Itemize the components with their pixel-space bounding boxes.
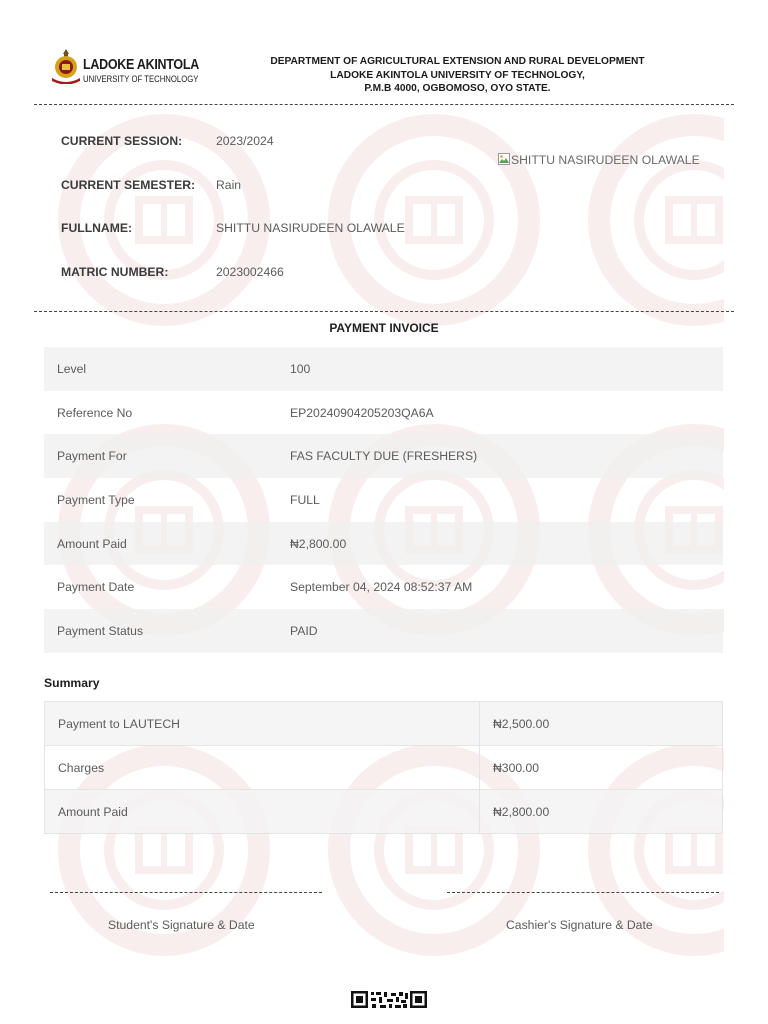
session-label: CURRENT SESSION: [61, 134, 183, 148]
payment-date-label: Payment Date [57, 580, 135, 595]
university-name: LADOKE AKINTOLA UNIVERSITY OF TECHNOLOGY, [330, 69, 585, 81]
summary-amount-label: Amount Paid [45, 790, 480, 834]
logo-name: LADOKE AKINTOLA [83, 57, 199, 73]
payment-for-label: Payment For [44, 434, 290, 478]
department-name: DEPARTMENT OF AGRICULTURAL EXTENSION AND RURAL DEVELOPMENT [270, 56, 645, 67]
charges-label: Charges [45, 746, 480, 790]
level-label: Level [44, 347, 290, 391]
university-address: P.M.B 4000, OGBOMOSO, OYO STATE. [364, 83, 551, 94]
payment-for-value: FAS FACULTY DUE (FRESHERS) [290, 434, 723, 478]
table-row [44, 347, 723, 391]
table-row [44, 522, 723, 566]
header-divider [34, 104, 734, 105]
reference-label: Reference No [57, 405, 133, 420]
student-signature-label: Student's Signature & Date [108, 918, 255, 932]
table-row [44, 434, 723, 478]
amount-paid-value: ₦2,800.00 [290, 522, 723, 566]
table-row [45, 702, 723, 746]
charges-value: ₦300.00 [480, 746, 723, 790]
reference-value: EP20240904205203QA6A [290, 405, 434, 420]
university-logo [50, 46, 200, 92]
fullname-label: FULLNAME: [61, 221, 133, 235]
level-value: 100 [290, 347, 723, 391]
summary-title: Summary [44, 676, 100, 690]
summary-table [44, 701, 723, 834]
university-crest-icon [50, 48, 82, 84]
payment-status-value: PAID [290, 609, 723, 653]
matric-value: 2023002466 [216, 265, 284, 279]
table-row [44, 391, 723, 435]
payment-type-value: FULL [290, 492, 320, 507]
table-row [44, 609, 723, 653]
department-header [250, 55, 665, 96]
summary-amount-value: ₦2,800.00 [480, 790, 723, 834]
payment-date-value: September 04, 2024 08:52:37 AM [290, 580, 473, 595]
logo-subtitle: UNIVERSITY OF TECHNOLOGY [83, 74, 199, 84]
cashier-signature-label: Cashier's Signature & Date [506, 918, 653, 932]
student-signature-line [50, 892, 322, 893]
payment-status-label: Payment Status [44, 609, 290, 653]
payment-type-label: Payment Type [57, 492, 135, 507]
fullname-value: SHITTU NASIRUDEEN OLAWALE [216, 221, 405, 235]
broken-image-icon [498, 153, 510, 165]
invoice-title: PAYMENT INVOICE [329, 321, 439, 335]
student-photo [498, 153, 700, 167]
session-value: 2023/2024 [216, 134, 274, 148]
semester-value: Rain [216, 178, 242, 192]
info-divider [34, 311, 734, 312]
student-photo-alt: SHITTU NASIRUDEEN OLAWALE [511, 153, 700, 167]
invoice-table [44, 347, 723, 653]
amount-paid-label: Amount Paid [44, 522, 290, 566]
matric-label: MATRIC NUMBER: [61, 265, 169, 279]
table-row [44, 565, 723, 609]
lautech-payment-value: ₦2,500.00 [480, 702, 723, 746]
lautech-payment-label: Payment to LAUTECH [45, 702, 480, 746]
cashier-signature-line [447, 892, 719, 893]
table-row [45, 746, 723, 790]
table-row [45, 790, 723, 834]
qr-code-icon [351, 991, 427, 1008]
table-row [44, 478, 723, 522]
semester-label: CURRENT SEMESTER: [61, 178, 196, 192]
